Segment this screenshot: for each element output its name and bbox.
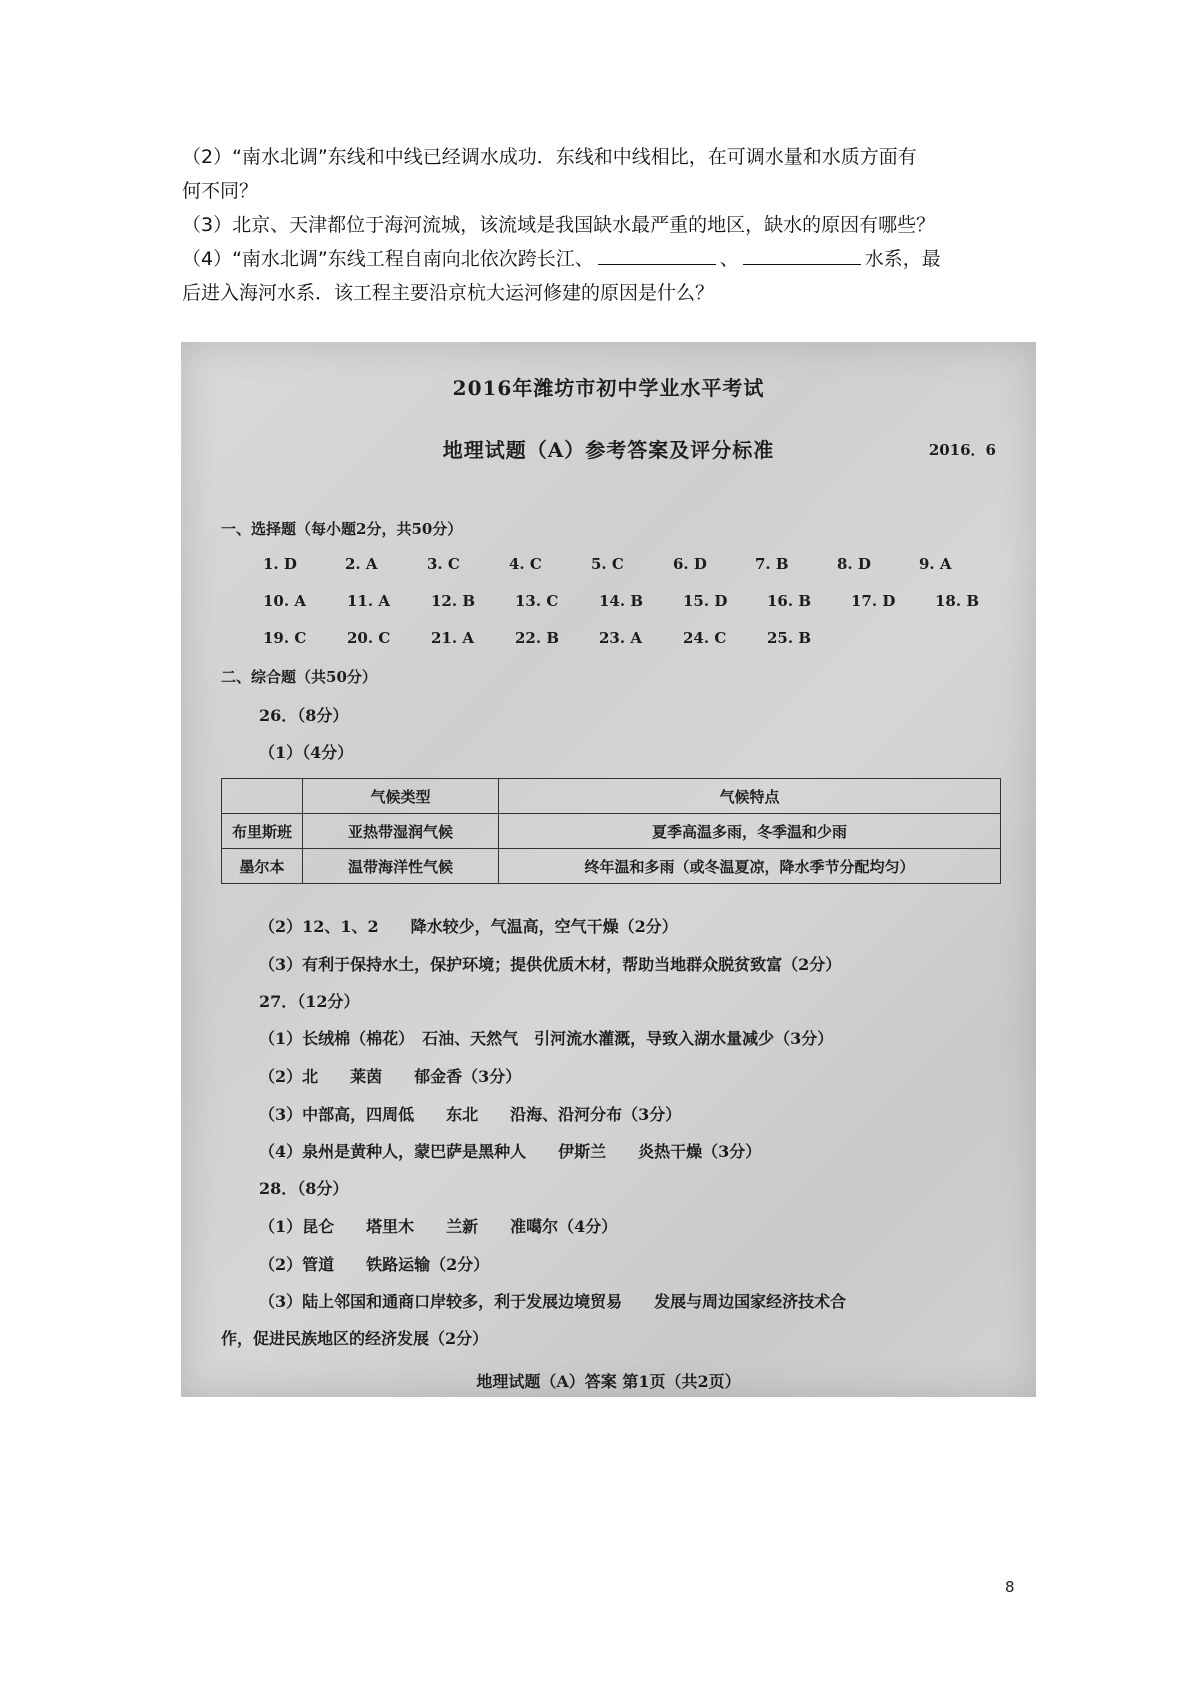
question-26-part-1: （1）（4分） — [259, 743, 354, 762]
answer-blank-2[interactable] — [743, 244, 861, 265]
answer-13: 13. C — [515, 592, 559, 610]
answer-10: 10. A — [263, 592, 306, 610]
question-4-line-1 — [182, 242, 1020, 276]
question-26-part-2: （2）12、1、2 降水较少，气温高，空气干燥（2分） — [259, 917, 678, 936]
question-27-part-1: （1）长绒棉（棉花） 石油、天然气 引河流水灌溉，导致入湖水量减少（3分） — [259, 1029, 834, 1048]
table-row — [222, 814, 1001, 849]
answer-blank-1[interactable] — [598, 244, 716, 265]
answer-23: 23. A — [599, 629, 642, 647]
climate-table — [221, 778, 1001, 884]
table-cell: 温带海洋性气候 — [303, 849, 499, 884]
answer-5: 5. C — [591, 555, 624, 573]
question-4-separator: 、 — [719, 248, 739, 270]
answer-21: 21. A — [431, 629, 474, 647]
table-cell: 亚热带湿润气候 — [303, 814, 499, 849]
answer-11: 11. A — [347, 592, 390, 610]
answer-12: 12. B — [431, 592, 475, 610]
table-row — [222, 849, 1001, 884]
answers-row-2 — [263, 592, 1019, 610]
photo-footer: 地理试题（A）答案 第1页（共2页） — [476, 1372, 741, 1391]
answers-row-3 — [263, 629, 851, 647]
question-4-line-2: 后进入海河水系．该工程主要沿京杭大运河修建的原因是什么？ — [182, 282, 715, 304]
answer-16: 16. B — [767, 592, 811, 610]
answer-18: 18. B — [935, 592, 979, 610]
question-28-part-3-line-1: （3）陆上邻国和通商口岸较多，利于发展边境贸易 发展与周边国家经济技术合 — [259, 1292, 847, 1311]
answer-4: 4. C — [509, 555, 542, 573]
question-27-heading: 27．（12分） — [259, 992, 360, 1011]
table-cell: 布里斯班 — [222, 814, 303, 849]
table-cell: 夏季高温多雨，冬季温和少雨 — [499, 814, 1001, 849]
table-header-cell: 气候类型 — [303, 779, 499, 814]
question-27-part-2: （2）北 莱茵 郁金香（3分） — [259, 1067, 522, 1086]
question-28-part-1: （1）昆仑 塔里木 兰新 准噶尔（4分） — [259, 1217, 618, 1236]
answer-1: 1. D — [263, 555, 297, 573]
answer-25: 25. B — [767, 629, 811, 647]
question-26-part-3: （3）有利于保持水土，保护环境；提供优质木材，帮助当地群众脱贫致富（2分） — [259, 955, 842, 974]
question-4-text-b: 水系，最 — [864, 248, 941, 270]
table-header-row — [222, 779, 1001, 814]
answer-key-photo — [181, 342, 1036, 1397]
question-26-heading: 26．（8分） — [259, 706, 349, 725]
section-2-heading: 二、综合题（共50分） — [221, 668, 377, 686]
answer-8: 8. D — [837, 555, 871, 573]
answer-15: 15. D — [683, 592, 728, 610]
answer-7: 7. B — [755, 555, 789, 573]
question-28-heading: 28．（8分） — [259, 1179, 349, 1198]
question-2-line-1: （2）“南水北调”东线和中线已经调水成功．东线和中线相比，在可调水量和水质方面有 — [182, 146, 917, 168]
question-3: （3）北京、天津都位于海河流城，该流域是我国缺水最严重的地区，缺水的原因有哪些？ — [182, 214, 936, 236]
answer-9: 9. A — [919, 555, 952, 573]
answer-key-date: 2016．6 — [928, 441, 996, 459]
answer-22: 22. B — [515, 629, 559, 647]
question-4-text-a: （4）“南水北调”东线工程自南向北依次跨长江、 — [182, 248, 594, 270]
question-block — [182, 140, 1020, 310]
section-1-heading: 一、选择题（每小题2分，共50分） — [221, 520, 463, 538]
exam-title: 2016年潍坊市初中学业水平考试 — [452, 376, 765, 400]
answer-key-title: 地理试题（A）参考答案及评分标准 — [442, 438, 775, 462]
answer-2: 2. A — [345, 555, 378, 573]
table-header-cell: 气候特点 — [499, 779, 1001, 814]
table-header-cell — [222, 779, 303, 814]
question-27-part-4: （4）泉州是黄种人，蒙巴萨是黑种人 伊斯兰 炎热干燥（3分） — [259, 1142, 762, 1161]
answer-17: 17. D — [851, 592, 896, 610]
table-cell: 墨尔本 — [222, 849, 303, 884]
table-cell: 终年温和多雨（或冬温夏凉，降水季节分配均匀） — [499, 849, 1001, 884]
page-number: 8 — [1005, 1578, 1015, 1596]
answer-6: 6. D — [673, 555, 707, 573]
answers-row-1 — [263, 555, 1001, 573]
answer-24: 24. C — [683, 629, 727, 647]
question-28-part-2: （2）管道 铁路运输（2分） — [259, 1255, 490, 1274]
answer-3: 3. C — [427, 555, 460, 573]
answer-19: 19. C — [263, 629, 307, 647]
answer-20: 20. C — [347, 629, 391, 647]
question-28-part-3-line-2: 作，促进民族地区的经济发展（2分） — [221, 1329, 489, 1348]
answer-14: 14. B — [599, 592, 643, 610]
question-27-part-3: （3）中部高，四周低 东北 沿海、沿河分布（3分） — [259, 1105, 682, 1124]
question-2-line-2: 何不同？ — [182, 180, 259, 202]
